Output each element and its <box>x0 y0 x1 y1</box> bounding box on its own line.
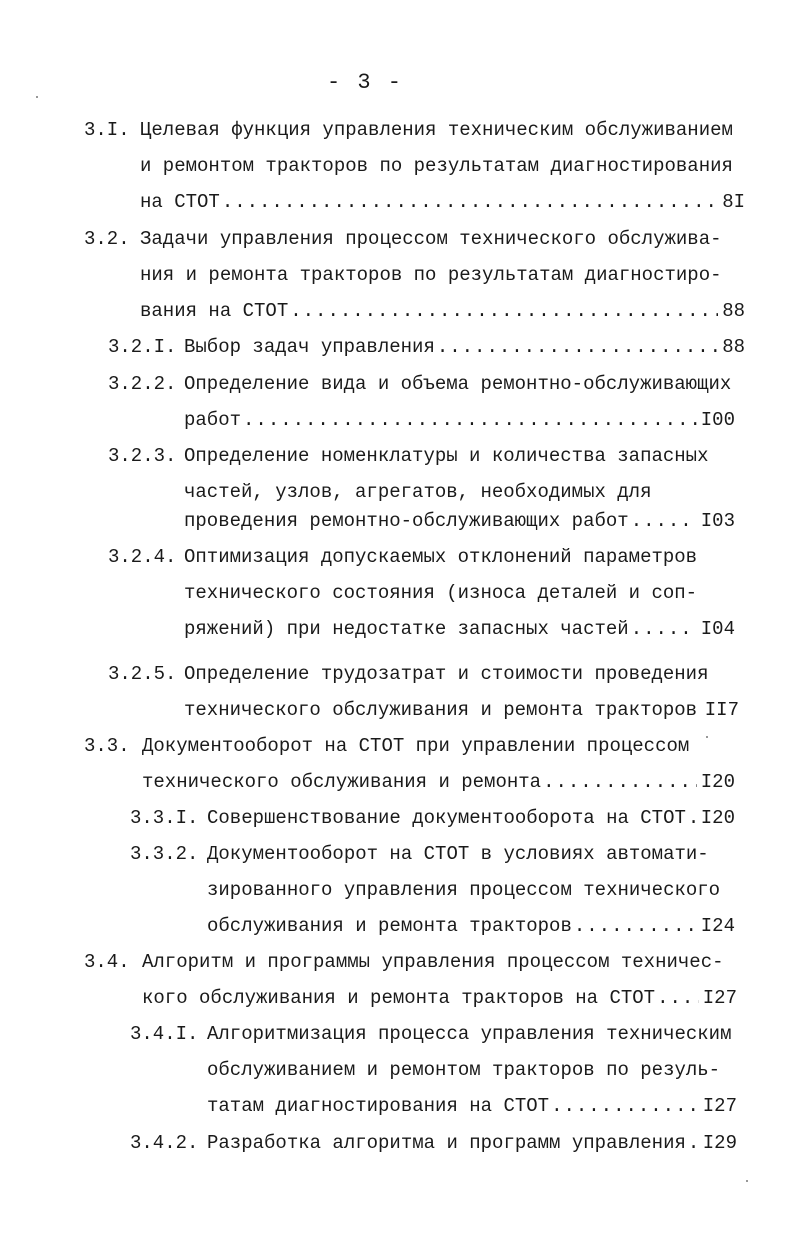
entry-title-line: на СТОТ <box>140 191 220 213</box>
entry-number: 3.3.2. <box>130 843 199 865</box>
entry-number: 3.3. <box>84 735 130 757</box>
dot-leader <box>290 299 718 323</box>
page-reference: I04 <box>700 618 735 640</box>
entry-number: 3.2.5. <box>108 663 177 685</box>
dot-leader <box>631 617 697 641</box>
page-reference: I29 <box>702 1132 737 1154</box>
scan-speck <box>36 96 38 98</box>
dot-leader <box>222 190 718 214</box>
entry-title-line: Определение трудозатрат и стоимости проведения <box>184 663 709 685</box>
entry-title-line: Задачи управления процессом технического обслужива- <box>140 228 722 250</box>
entry-title-line: татам диагностирования на СТОТ <box>207 1095 550 1117</box>
dot-leader <box>699 698 701 722</box>
entry-title-line: Алгоритмизация процесса управления техническим <box>207 1023 732 1045</box>
dot-leader <box>437 335 718 359</box>
page-reference: II7 <box>704 699 739 721</box>
entry-title-line: Совершенствование документооборота на СТОТ <box>207 807 686 829</box>
page-number: - 3 - <box>326 70 403 95</box>
dot-leader <box>631 509 697 533</box>
entry-title-line: обслуживанием и ремонтом тракторов по резуль- <box>207 1059 721 1081</box>
entry-last-line <box>184 408 735 432</box>
entry-title-line: Документооборот на СТОТ в условиях автомати- <box>207 843 709 865</box>
page-reference: I20 <box>700 807 735 829</box>
page-reference: I27 <box>702 987 737 1009</box>
entry-last-line <box>184 335 745 359</box>
entry-title-line: Документооборот на СТОТ при управлении процессом <box>142 735 690 757</box>
entry-last-line <box>142 986 737 1010</box>
entry-title-line: ряжений) при недостатке запасных частей <box>184 618 629 640</box>
page-reference: I20 <box>700 771 735 793</box>
entry-number: 3.4.I. <box>130 1023 199 1045</box>
entry-number: 3.4. <box>84 951 130 973</box>
dot-leader <box>688 806 697 830</box>
entry-last-line <box>207 806 735 830</box>
entry-title-line: Целевая функция управления техническим обслуживанием <box>140 119 733 141</box>
page-reference: 88 <box>722 300 745 322</box>
entry-last-line <box>140 190 745 214</box>
entry-last-line <box>140 299 745 323</box>
dot-leader <box>243 408 697 432</box>
entry-last-line <box>142 770 735 794</box>
dot-leader <box>543 770 697 794</box>
entry-title-line: проведения ремонтно-обслуживающих работ <box>184 510 629 532</box>
entry-number: 3.2. <box>84 228 130 250</box>
entry-title-line: и ремонтом тракторов по результатам диагностирования <box>140 155 733 177</box>
dot-leader <box>574 914 697 938</box>
entry-title-line: Выбор задач управления <box>184 336 435 358</box>
entry-title-line: обслуживания и ремонта тракторов <box>207 915 572 937</box>
entry-title-line: ния и ремонта тракторов по результатам диагностиро- <box>140 264 722 286</box>
entry-number: 3.2.2. <box>108 373 177 395</box>
dot-leader <box>551 1094 699 1118</box>
entry-last-line <box>207 1094 737 1118</box>
entry-last-line <box>184 617 735 641</box>
entry-number: 3.I. <box>84 119 130 141</box>
scan-speck <box>706 736 708 738</box>
entry-title-line: Определение вида и объема ремонтно-обслуживающих <box>184 373 732 395</box>
entry-title-line: кого обслуживания и ремонта тракторов на СТОТ <box>142 987 656 1009</box>
entry-number: 3.2.4. <box>108 546 177 568</box>
page-reference: I03 <box>700 510 735 532</box>
entry-title-line: частей, узлов, агрегатов, необходимых для <box>184 481 652 503</box>
entry-title-line: работ <box>184 409 242 431</box>
page-reference: I24 <box>700 915 735 937</box>
entry-title-line: вания на СТОТ <box>140 300 289 322</box>
page-reference: I27 <box>702 1095 737 1117</box>
entry-title-line: Разработка алгоритма и программ управления <box>207 1132 686 1154</box>
entry-last-line <box>207 1131 737 1155</box>
entry-number: 3.2.3. <box>108 445 177 467</box>
entry-title-line: технического состояния (износа деталей и соп- <box>184 582 698 604</box>
entry-last-line <box>184 509 735 533</box>
page-reference: 8I <box>722 191 745 213</box>
entry-number: 3.3.I. <box>130 807 199 829</box>
entry-title-line: технического обслуживания и ремонта тракторов <box>184 699 698 721</box>
entry-title-line: Определение номенклатуры и количества запасных <box>184 445 709 467</box>
entry-title-line: технического обслуживания и ремонта <box>142 771 542 793</box>
entry-last-line <box>207 914 735 938</box>
scan-speck <box>746 1180 748 1182</box>
page-reference: 88 <box>722 336 745 358</box>
entry-number: 3.4.2. <box>130 1132 199 1154</box>
entry-title-line: Алгоритм и программы управления процессом техничес- <box>142 951 724 973</box>
entry-last-line <box>184 698 739 722</box>
dot-leader <box>657 986 699 1010</box>
entry-title-line: Оптимизация допускаемых отклонений параметров <box>184 546 698 568</box>
entry-number: 3.2.I. <box>108 336 177 358</box>
entry-title-line: зированного управления процессом технического <box>207 879 721 901</box>
page-reference: I00 <box>700 409 735 431</box>
dot-leader <box>688 1131 699 1155</box>
